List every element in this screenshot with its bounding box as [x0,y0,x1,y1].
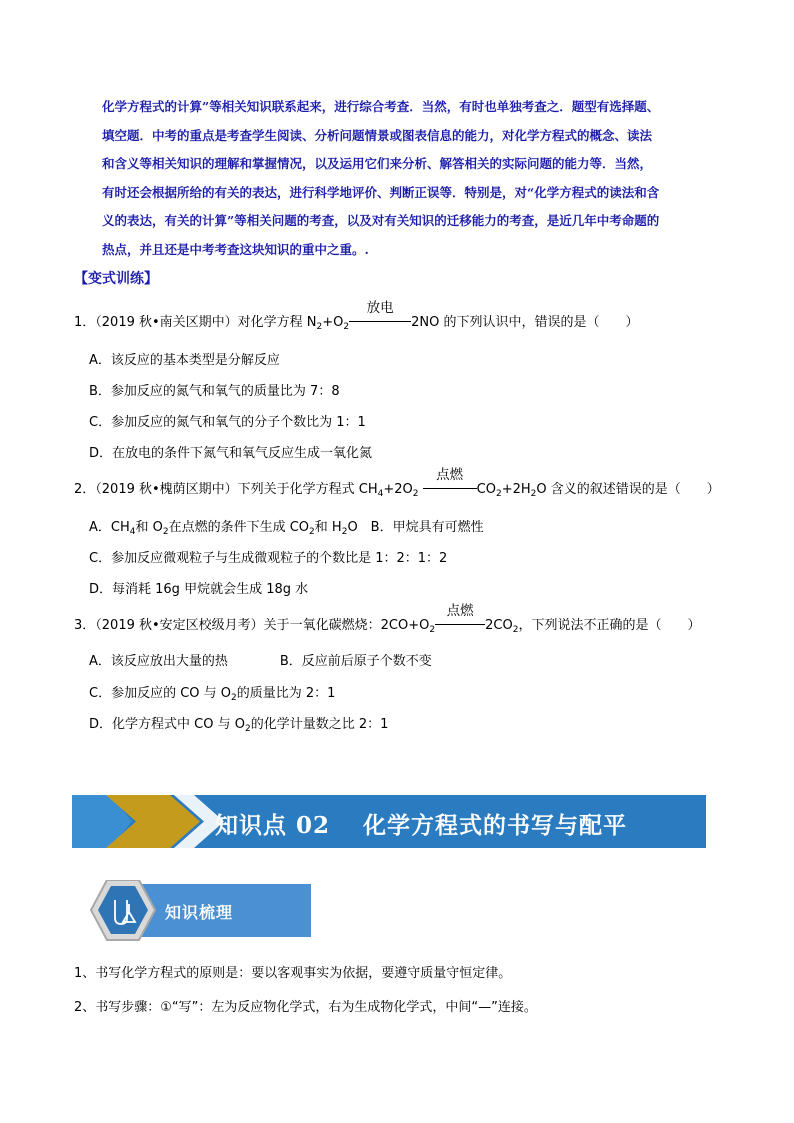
reaction-arrow [423,467,477,497]
option-2d: D．每消耗 16g 甲烷就会生成 18g 水 [89,582,309,597]
body-line-1: 1、书写化学方程式的原则是：要以客观事实为依据，要遵守质量守恒定律。 [74,966,512,981]
intro-line: 和含义等相关知识的理解和掌握情况，以及运用它们来分析、解答相关的实际问题的能力等．当然， [102,156,653,171]
option-3d: D．化学方程式中 CO 与 $O_2$的化学计量数之比 2：1 [89,717,389,734]
option-2c: C．参加反应微观粒子与生成微观粒子的个数比是 1：2：1：2 [89,551,448,566]
option-1c: C．参加反应的氮气和氧气的分子个数比为 1：1 [89,415,366,430]
knowledge-summary-text: 知识梳理 [165,903,234,922]
question-2: 2．（2019 秋•槐荫区期中）下列关于化学方程式 $CH_4+2O_2$ 点燃 $CO_2+2H_2O$ 含义的叙述错误的是（ ） [74,478,720,497]
reaction-arrow [435,603,485,633]
reaction-condition: 点燃 [446,603,474,619]
intro-line: 热点，并且还是中考考查这块知识的重中之重。. [102,241,369,257]
banner-title: 知识点 02 化学方程式的书写与配平 [215,812,628,839]
option-2ab: A．$CH_4$和 $O_2$在点燃的条件下生成 $CO_2$和 $H_2O$ B．甲烷具有可燃性 [89,520,484,537]
option-3c: C．参加反应的 CO 与 $O_2$的质量比为 2：1 [89,686,336,703]
reaction-condition: 放电 [366,300,394,316]
question-3: 3．（2019 秋•安定区校级月考）关于一氧化碳燃烧：$2CO+O_2$ 点燃 $2CO_2$，下列说法不正确的是（ ） [74,614,700,633]
intro-line: 有时还会根据所给的有关的表达，进行科学地评价、判断正误等．特别是，对“化学方程式的读法和含 [102,184,660,200]
option-1a: A．该反应的基本类型是分解反应 [89,353,280,368]
question-1: 1．（2019 秋•南关区期中）对化学方程 $N_2+O_2$ 放电 2NO 的下列认识中，错误的是（ ） [74,311,638,330]
section-title: 【变式训练】 [74,271,158,287]
intro-line: 填空题．中考的重点是考查学生阅读、分析问题情景或图表信息的能力，对化学方程式的概念、读法 [102,127,653,143]
option-1b: B．参加反应的氮气和氧气的质量比为 7：8 [89,384,340,399]
option-3ab: A．该反应放出大量的热 B．反应前后原子个数不变 [89,654,432,669]
option-1d: D．在放电的条件下氮气和氧气反应生成一氧化氮 [89,446,373,461]
body-line-2: 2、书写步骤：①“写”：左为反应物化学式，右为生成物化学式，中间“—”连接。 [74,1000,537,1015]
intro-line: 化学方程式的计算”等相关知识联系起来，进行综合考查．当然，有时也单独考查之．题型有选择题、 [102,99,660,114]
intro-line: 义的表达，有关的计算”等相关问题的考查，以及对有关知识的迁移能力的考查，是近几年中考命题的 [102,213,660,228]
intro-paragraph [102,93,742,264]
reaction-condition: 点燃 [436,467,464,483]
reaction-arrow [349,300,411,330]
